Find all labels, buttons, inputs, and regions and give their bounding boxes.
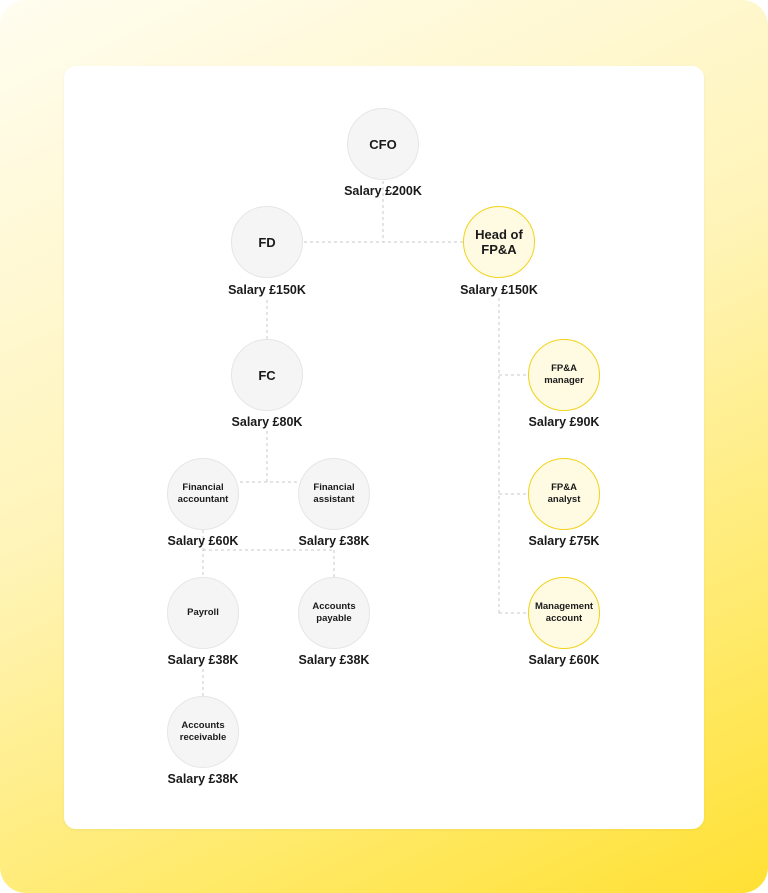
node-fd [231, 206, 303, 278]
salary-payroll: Salary £38K [167, 653, 239, 667]
salary-fpa-manager: Salary £90K [528, 415, 600, 429]
node-financial-accountant [167, 458, 239, 530]
node-head-of-fpa [463, 206, 535, 278]
node-fpa-manager-label: FP&A manager [544, 362, 584, 386]
node-management-account [528, 577, 600, 649]
salary-accounts-receivable: Salary £38K [167, 772, 239, 786]
salary-accounts-payable: Salary £38K [298, 653, 370, 667]
node-payroll [167, 577, 239, 649]
node-payroll-label: Payroll [187, 606, 219, 618]
salary-financial-accountant: Salary £60K [167, 534, 239, 548]
node-fc [231, 339, 303, 411]
node-financial-assistant-label: Financial assistant [313, 481, 355, 505]
node-fpa-analyst-label: FP&A analyst [547, 481, 581, 505]
salary-fpa-analyst: Salary £75K [528, 534, 600, 548]
node-accounts-payable-label: Accounts payable [312, 600, 356, 624]
node-fc-label: FC [258, 367, 276, 383]
node-accounts-receivable [167, 696, 239, 768]
node-cfo-label: CFO [369, 136, 397, 152]
node-financial-assistant [298, 458, 370, 530]
node-accounts-receivable-label: Accounts receivable [179, 719, 227, 743]
node-accounts-payable [298, 577, 370, 649]
node-financial-accountant-label: Financial accountant [177, 481, 229, 505]
salary-fc: Salary £80K [231, 415, 303, 429]
node-fd-label: FD [258, 234, 276, 250]
node-cfo [347, 108, 419, 180]
salary-management-account: Salary £60K [528, 653, 600, 667]
salary-fd: Salary £150K [228, 283, 306, 297]
node-fpa-manager [528, 339, 600, 411]
salary-cfo: Salary £200K [344, 184, 422, 198]
node-management-account-label: Management account [534, 600, 594, 624]
node-head-of-fpa-label: Head of FP&A [475, 227, 523, 257]
node-fpa-analyst [528, 458, 600, 530]
salary-head-of-fpa: Salary £150K [460, 283, 538, 297]
salary-financial-assistant: Salary £38K [298, 534, 370, 548]
